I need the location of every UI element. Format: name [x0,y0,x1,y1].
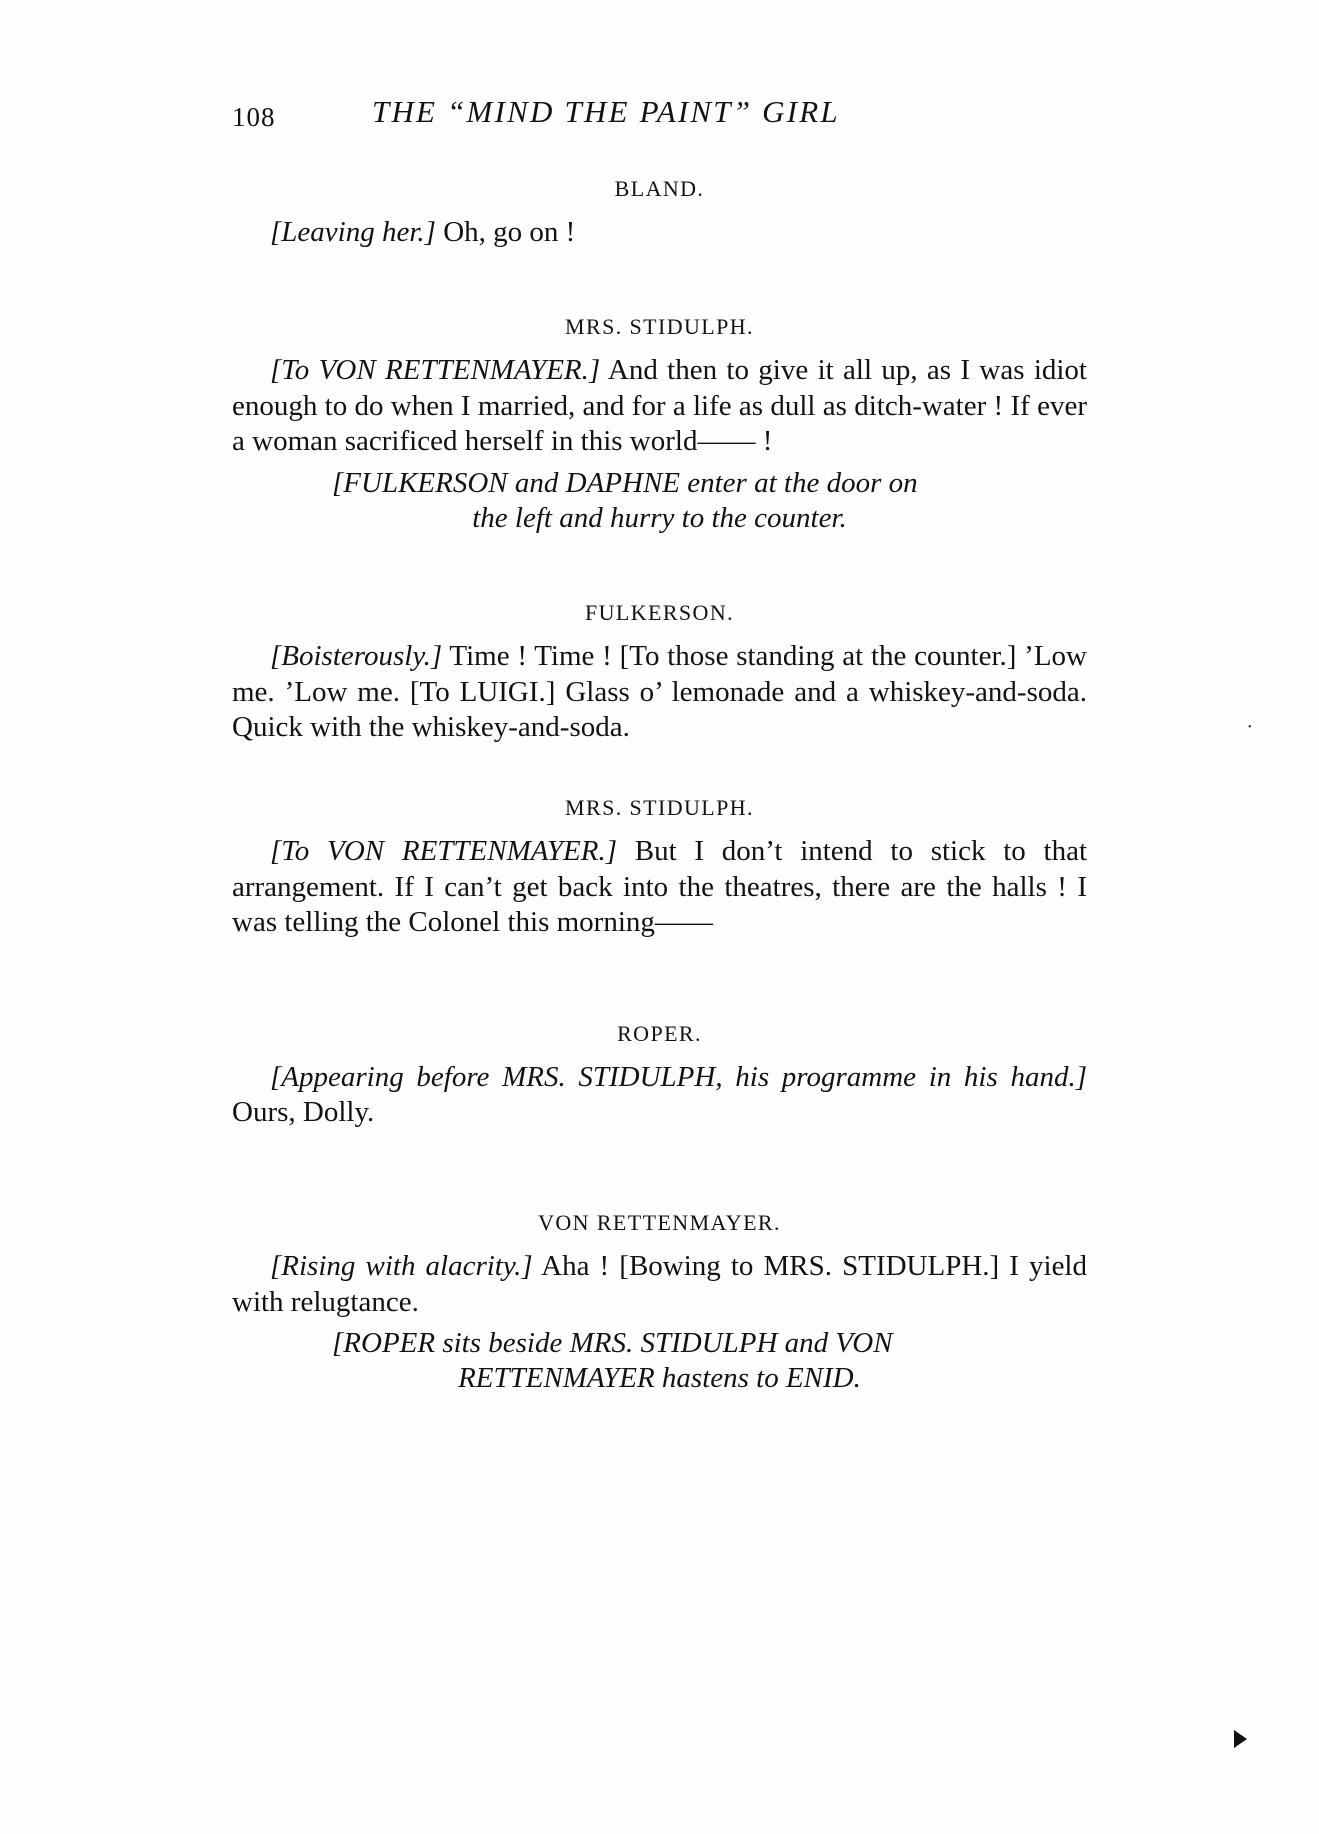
speaker-heading-mrs-stidulph-2 [232,791,1087,822]
speaker-name: VON RETTENMAYER. [538,1210,781,1236]
speaker-name: MRS. STIDULPH. [565,314,754,340]
spacer [232,536,1087,566]
stage-direction-line: [ROPER sits beside MRS. STIDULPH and VON [332,1327,893,1359]
stage-direction-inline: [To VON RETTENMAYER.] [270,835,617,868]
speaker-name: MRS. STIDULPH. [565,795,754,821]
stage-direction-line: RETTENMAYER hastens to ENID. [458,1362,861,1395]
speech-mrs-stidulph-1 [232,353,1087,459]
stage-direction-line: [FULKERSON and DAPHNE enter at the door on [332,466,918,499]
dialogue-text: Oh, go on ! [435,216,576,248]
spacer [232,745,1087,761]
stage-direction-line: the left and hurry to the counter. [472,501,847,534]
speech-bland [232,215,1087,250]
speech-von-rettenmayer [232,1249,1087,1320]
page-number: 108 [232,102,276,132]
stage-direction-inline: [To VON RETTENMAYER.] [270,354,601,387]
speaker-heading-fulkerson [232,596,1087,627]
speaker-heading-mrs-stidulph-1 [232,310,1087,341]
spacer [232,1130,1087,1176]
speech-roper [232,1060,1087,1131]
spacer [232,250,1087,280]
margin-mark: · [1246,716,1253,738]
dialogue-text: But I don’t intend to stick to that arrangement. If I can’t get back into the theatres, there are the halls ! I was telling the Colonel this morning—— [232,835,1088,939]
speaker-name: ROPER. [617,1020,702,1046]
stage-direction-inline: [Appearing before MRS. STIDULPH, his programme in his hand.] [270,1060,1087,1093]
speaker-name: BLAND. [614,176,705,201]
page-content [232,88,1087,1397]
stage-direction-inline: [Boisterously.] [270,640,443,673]
dialogue-text: And then to give it all up, as I was idiot enough to do when I married, and for a life as dull as ditch-water ! If ever a woman sacrificed herself in this world—— ! [232,354,1087,458]
speaker-name: FULKERSON. [584,600,735,626]
dialogue-text: Time ! Time ! [To those standing at the counter.] ’Low me. ’Low me. [To LUIGI.] Glass o’ lemonade and a whiskey-and-soda. Quick with the whiskey-and-soda. [232,640,1087,743]
speech-mrs-stidulph-2 [232,834,1087,940]
speaker-heading-roper [232,1017,1087,1048]
spacer [232,941,1087,987]
stage-direction-inline: [Rising with alacrity.] [270,1250,533,1283]
speaker-heading-von-rettenmayer [232,1206,1087,1237]
dialogue-text: Aha ! [Bowing to MRS. STIDULPH.] I yield with relugtance. [232,1250,1087,1318]
dialogue-text: Ours, Dolly. [232,1095,375,1128]
corner-arrow-mark [1234,1730,1247,1748]
running-title: THE “MIND THE PAINT” GIRL [372,94,840,129]
stage-direction-block-2 [232,1326,1087,1397]
stage-direction-inline: [Leaving her.] [270,216,436,248]
speaker-heading-bland [232,172,1087,203]
speech-fulkerson [232,639,1087,745]
running-head [232,88,1087,142]
stage-direction-block-1 [232,466,1087,537]
